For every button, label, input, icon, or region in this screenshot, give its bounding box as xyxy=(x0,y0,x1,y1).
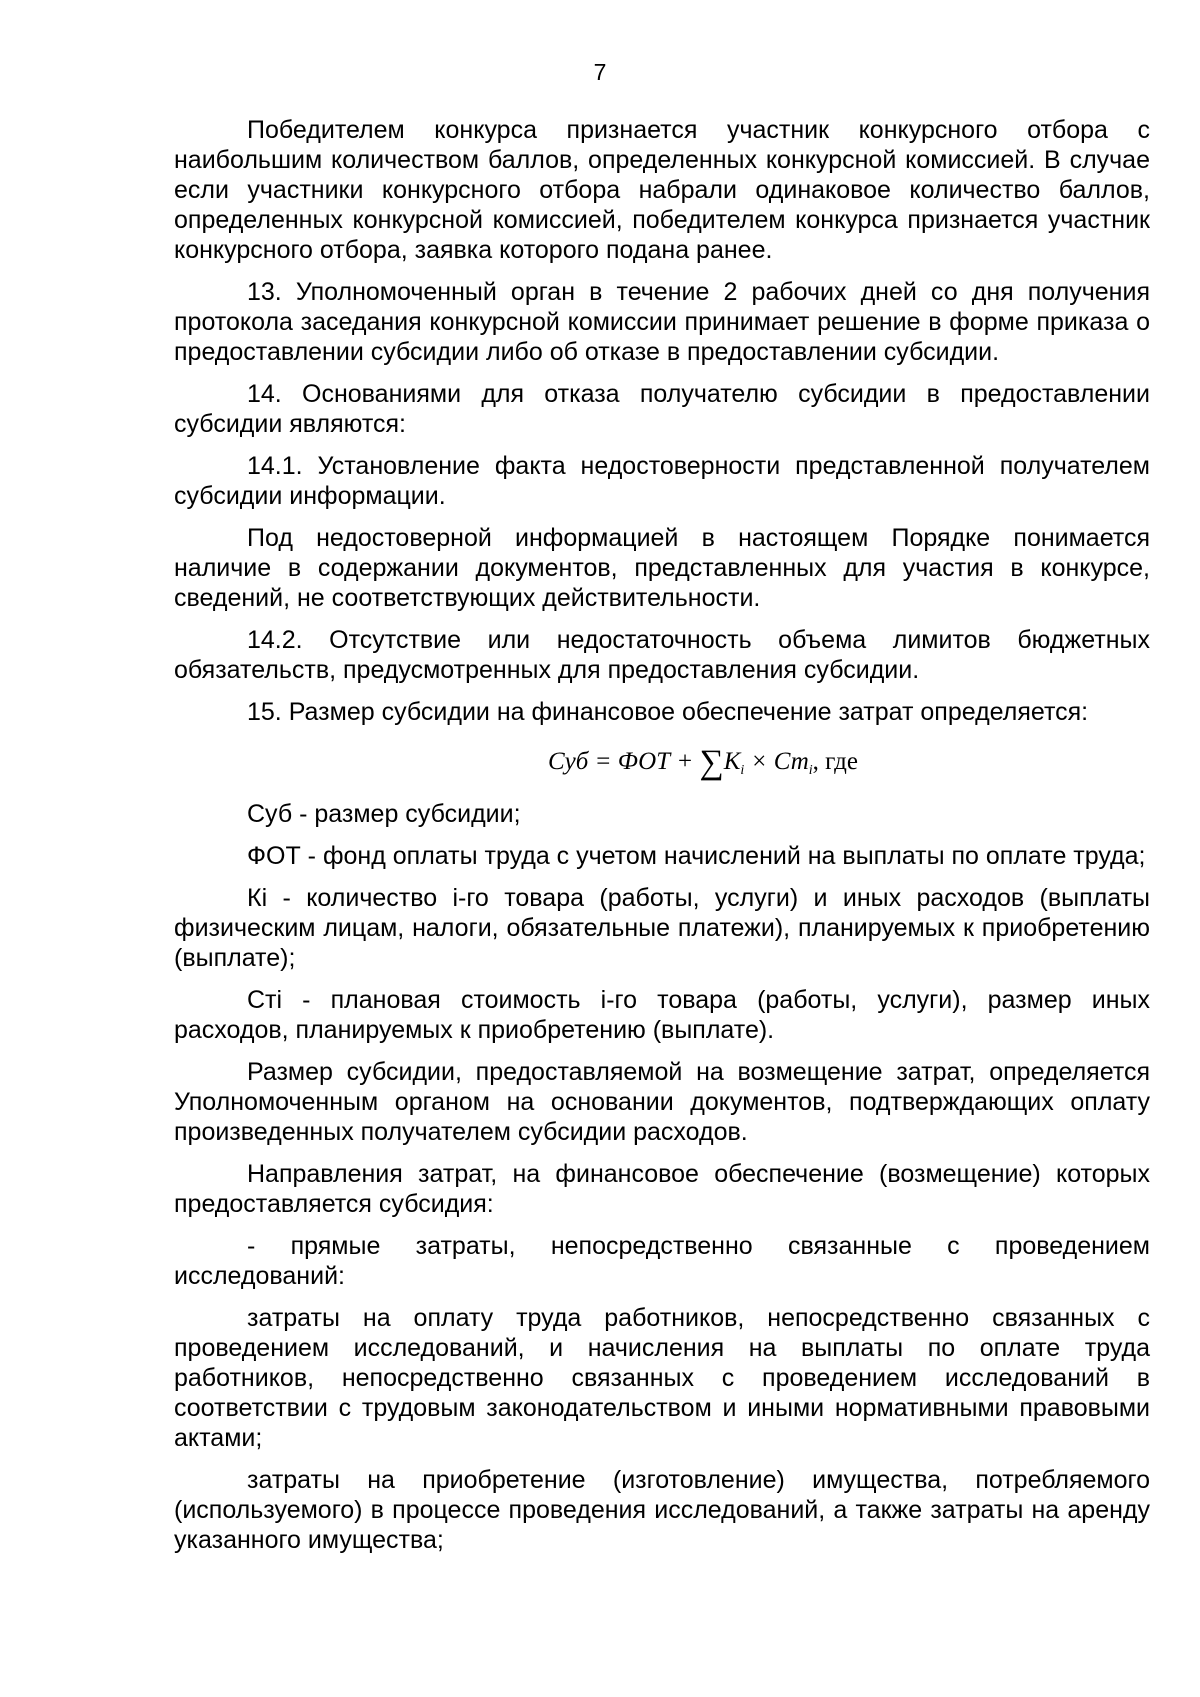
paragraph-15: 15. Размер субсидии на финансовое обеспечение затрат определяется: xyxy=(247,698,1089,726)
formula-k-index: i xyxy=(740,763,745,778)
list-item-property-costs: затраты на приобретение (изготовление) имущества, потребляемого (используемого) в процессе проведения исследований, а также затраты на аренду указанного имущества; xyxy=(174,1466,1150,1554)
list-item-labor-costs: затраты на оплату труда работников, непосредственно связанных с проведением исследований, и начисления на выплаты по оплате труда работников, непосредственно связанных с проведением исследований в соответствии с трудовым законодательством и иными нормативными правовыми актами; xyxy=(174,1304,1150,1452)
paragraph-winner-rule: Победителем конкурса признается участник конкурсного отбора с наибольшим количеством баллов, определенных конкурсной комиссией. В случае если участники конкурсного отбора набрали одинаковое количество баллов, определенных конкурсной комиссией, победителем конкурса признается участник конкурсного отбора, заявка которого подана ранее. xyxy=(174,116,1150,264)
formula-ct-index: i xyxy=(808,763,813,778)
formula-plus: + xyxy=(670,748,700,775)
page-number: 7 xyxy=(593,59,607,85)
formula-equals: = xyxy=(588,748,618,775)
paragraph-reimbursement: Размер субсидии, предоставляемой на возмещение затрат, определяется Уполномоченным органом на основании документов, подтверждающих оплату произведенных получателем субсидии расходов. xyxy=(174,1058,1150,1146)
paragraph-14-2: 14.2. Отсутствие или недостаточность объема лимитов бюджетных обязательств, предусмотренных для предоставления субсидии. xyxy=(174,626,1150,684)
paragraph-false-info-definition: Под недостоверной информацией в настоящем Порядке понимается наличие в содержании документов, представленных для участия в конкурсе, сведений, не соответствующих действительности. xyxy=(174,524,1150,612)
paragraph-13: 13. Уполномоченный орган в течение 2 рабочих дней со дня получения протокола заседания конкурсной комиссии принимает решение в форме приказа о предоставлении субсидии либо об отказе в предоставлении субсидии. xyxy=(174,278,1150,366)
formula-lhs: Суб xyxy=(548,748,589,775)
paragraph-cost-directions: Направления затрат, на финансовое обеспечение (возмещение) которых предоставляется субсидия: xyxy=(174,1160,1150,1218)
subsidy-formula xyxy=(174,739,1150,785)
definition-sub: Суб - размер субсидии; xyxy=(247,800,521,828)
document-body xyxy=(174,115,1150,1567)
paragraph-14-1: 14.1. Установление факта недостоверности представленной получателем субсидии информации. xyxy=(174,452,1150,510)
formula-ct: Ст xyxy=(773,748,809,775)
formula-times: × xyxy=(744,748,774,775)
formula-fot: ФОТ xyxy=(617,748,671,775)
formula-where: , где xyxy=(812,748,858,775)
definition-ki: Кi - количество i-го товара (работы, услуги) и иных расходов (выплаты физическим лицам, налоги, обязательные платежи), планируемых к приобретению (выплате); xyxy=(174,884,1150,972)
formula-sum-symbol: ∑ xyxy=(699,744,724,781)
definition-fot: ФОТ - фонд оплаты труда с учетом начислений на выплаты по оплате труда; xyxy=(247,842,1146,870)
formula-k: K xyxy=(723,748,741,775)
list-item-direct-costs: - прямые затраты, непосредственно связанные с проведением исследований: xyxy=(174,1232,1150,1290)
paragraph-14: 14. Основаниями для отказа получателю субсидии в предоставлении субсидии являются: xyxy=(174,380,1150,438)
formula-expression xyxy=(548,744,813,781)
definition-cti: Стi - плановая стоимость i-го товара (работы, услуги), размер иных расходов, планируемых к приобретению (выплате). xyxy=(174,986,1150,1044)
